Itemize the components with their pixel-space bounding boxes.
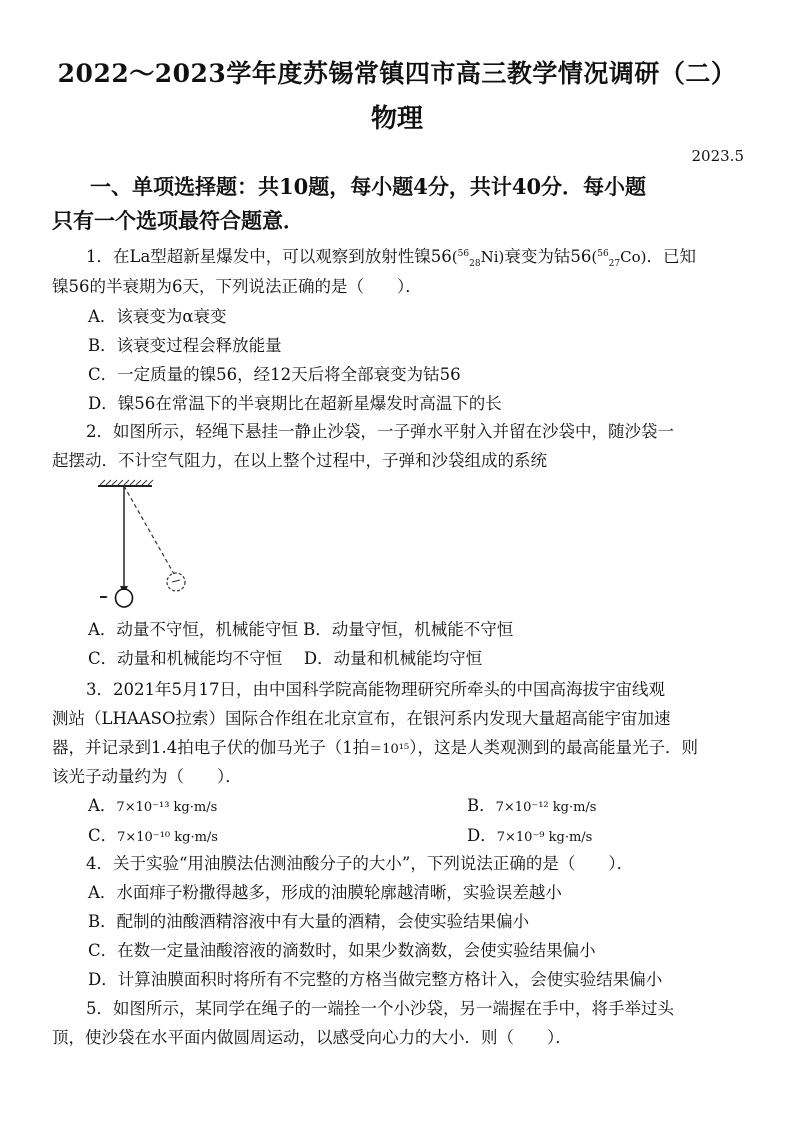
bullet-icon — [100, 596, 108, 598]
section-heading — [52, 170, 752, 238]
q3-stem-line-2: 测站（LHAASO拉索）国际合作组在北京宣布，在银河系内发现大量超高能宇宙加速 — [52, 709, 671, 728]
q3-unit-equation: ＝10¹⁵ — [369, 742, 410, 757]
q3-option-c — [88, 821, 218, 852]
q3-text-a: 器，并记录到1.4拍电子伏的伽马光子（1拍 — [52, 738, 370, 757]
pendulum-figure — [90, 478, 200, 618]
q4-option-c: C．在数一定量油酸溶液的滴数时，如果少数滴数，会使实验结果偏小 — [88, 941, 596, 960]
q3-option-c-letter: C． — [88, 826, 118, 845]
q1-option-c: C．一定质量的镍56，经12天后将全部衰变为钴56 — [88, 365, 461, 384]
q3-option-d — [467, 821, 592, 852]
q1-text-a: 1．在La型超新星爆发中，可以观察到放射性镍56 — [86, 247, 452, 266]
page-title: 2022～2023学年度苏锡常镇四市高三教学情况调研（二） — [57, 59, 737, 88]
co-mass-number: 56 — [597, 249, 609, 259]
q4-option-b: B．配制的油酸酒精溶液中有大量的酒精，会使实验结果偏小 — [88, 912, 530, 931]
subject-title: 物理 — [370, 104, 423, 134]
ni-atomic-number: 28 — [469, 259, 481, 269]
q3-text-b: ），这是人类观测到的最高能量光子．则 — [409, 738, 698, 757]
q2-options-ab: A．动量不守恒，机械能守恒 B．动量守恒，机械能不守恒 — [88, 620, 514, 639]
q3-option-a-value: 7×10⁻¹³ kg·m/s — [116, 800, 218, 815]
q4-stem: 4．关于实验“用油膜法估测油酸分子的大小”，下列说法正确的是（ ）． — [86, 854, 634, 873]
section-heading-line-2: 只有一个选项最符合题意． — [52, 208, 304, 233]
q2-options-cd: C．动量和机械能均不守恒 D．动量和机械能均守恒 — [88, 649, 483, 668]
q1-option-b: B．该衰变过程会释放能量 — [88, 336, 282, 355]
ni-56-notation: ($^{56}_{28}$Ni) — [451, 248, 505, 269]
q3-stem-line-4: 该光子动量约为（ ）． — [52, 767, 242, 786]
q3-option-d-letter: D． — [467, 826, 497, 845]
q3-option-b — [467, 791, 596, 822]
q1-stem-line-2: 镍56的半衰期为6天，下列说法正确的是（ ）． — [52, 277, 422, 296]
swing-dashed-rope — [124, 486, 174, 574]
q3-stem-line-1: 3．2021年5月17日，由中国科学院高能物理研究所牵头的中国高海拔宇宙线观 — [86, 680, 665, 699]
q3-option-a-letter: A． — [88, 796, 117, 815]
q1-option-a: A．该衰变为α衰变 — [88, 307, 227, 326]
sandbag-swung-icon — [167, 573, 185, 591]
q3-option-d-value: 7×10⁻⁹ kg·m/s — [496, 830, 593, 845]
q4-option-a: A．水面痱子粉撒得越多，形成的油膜轮廓越清晰，实验误差越小 — [88, 883, 562, 902]
co-56-notation: ($^{56}_{27}$Co) — [591, 248, 647, 269]
co-symbol: Co — [620, 248, 641, 266]
ceiling-hatching — [100, 480, 153, 485]
ni-symbol: Ni — [480, 248, 499, 266]
q5-stem-line-1: 5．如图所示，某同学在绳子的一端拴一个小沙袋，另一端握在手中，将手举过头 — [86, 999, 674, 1018]
co-atomic-number: 27 — [608, 259, 621, 269]
bullet-inside-icon — [172, 580, 180, 582]
exam-date: 2023.5 — [691, 147, 744, 165]
q3-stem-line-3 — [52, 733, 752, 764]
q3-option-b-value: 7×10⁻¹² kg·m/s — [495, 800, 597, 815]
section-heading-line-1: 一、单项选择题：共10题，每小题4分，共计40分．每小题 — [90, 174, 647, 199]
q1-option-d: D．镍56在常温下的半衰期比在超新星爆发时高温下的长 — [88, 394, 502, 413]
q2-stem-line-2: 起摆动．不计空气阻力，在以上整个过程中，子弹和沙袋组成的系统 — [52, 451, 547, 470]
sandbag-icon — [116, 589, 133, 607]
q3-option-a — [88, 791, 217, 822]
q2-stem-line-1: 2．如图所示，轻绳下悬挂一静止沙袋，一子弹水平射入并留在沙袋中，随沙袋一 — [86, 422, 674, 441]
q3-option-c-value: 7×10⁻¹⁰ kg·m/s — [117, 830, 218, 845]
ni-mass-number: 56 — [457, 249, 470, 259]
q4-option-d: D．计算油膜面积时将所有不完整的方格当做完整方格计入，会使实验结果偏小 — [88, 970, 663, 989]
q3-option-b-letter: B． — [467, 796, 496, 815]
q1-text-c: ．已知 — [646, 247, 696, 266]
q1-text-b: 衰变为钴56 — [504, 247, 592, 266]
q5-stem-line-2: 顶，使沙袋在水平面内做圆周运动，以感受向心力的大小．则（ ）． — [52, 1028, 572, 1047]
